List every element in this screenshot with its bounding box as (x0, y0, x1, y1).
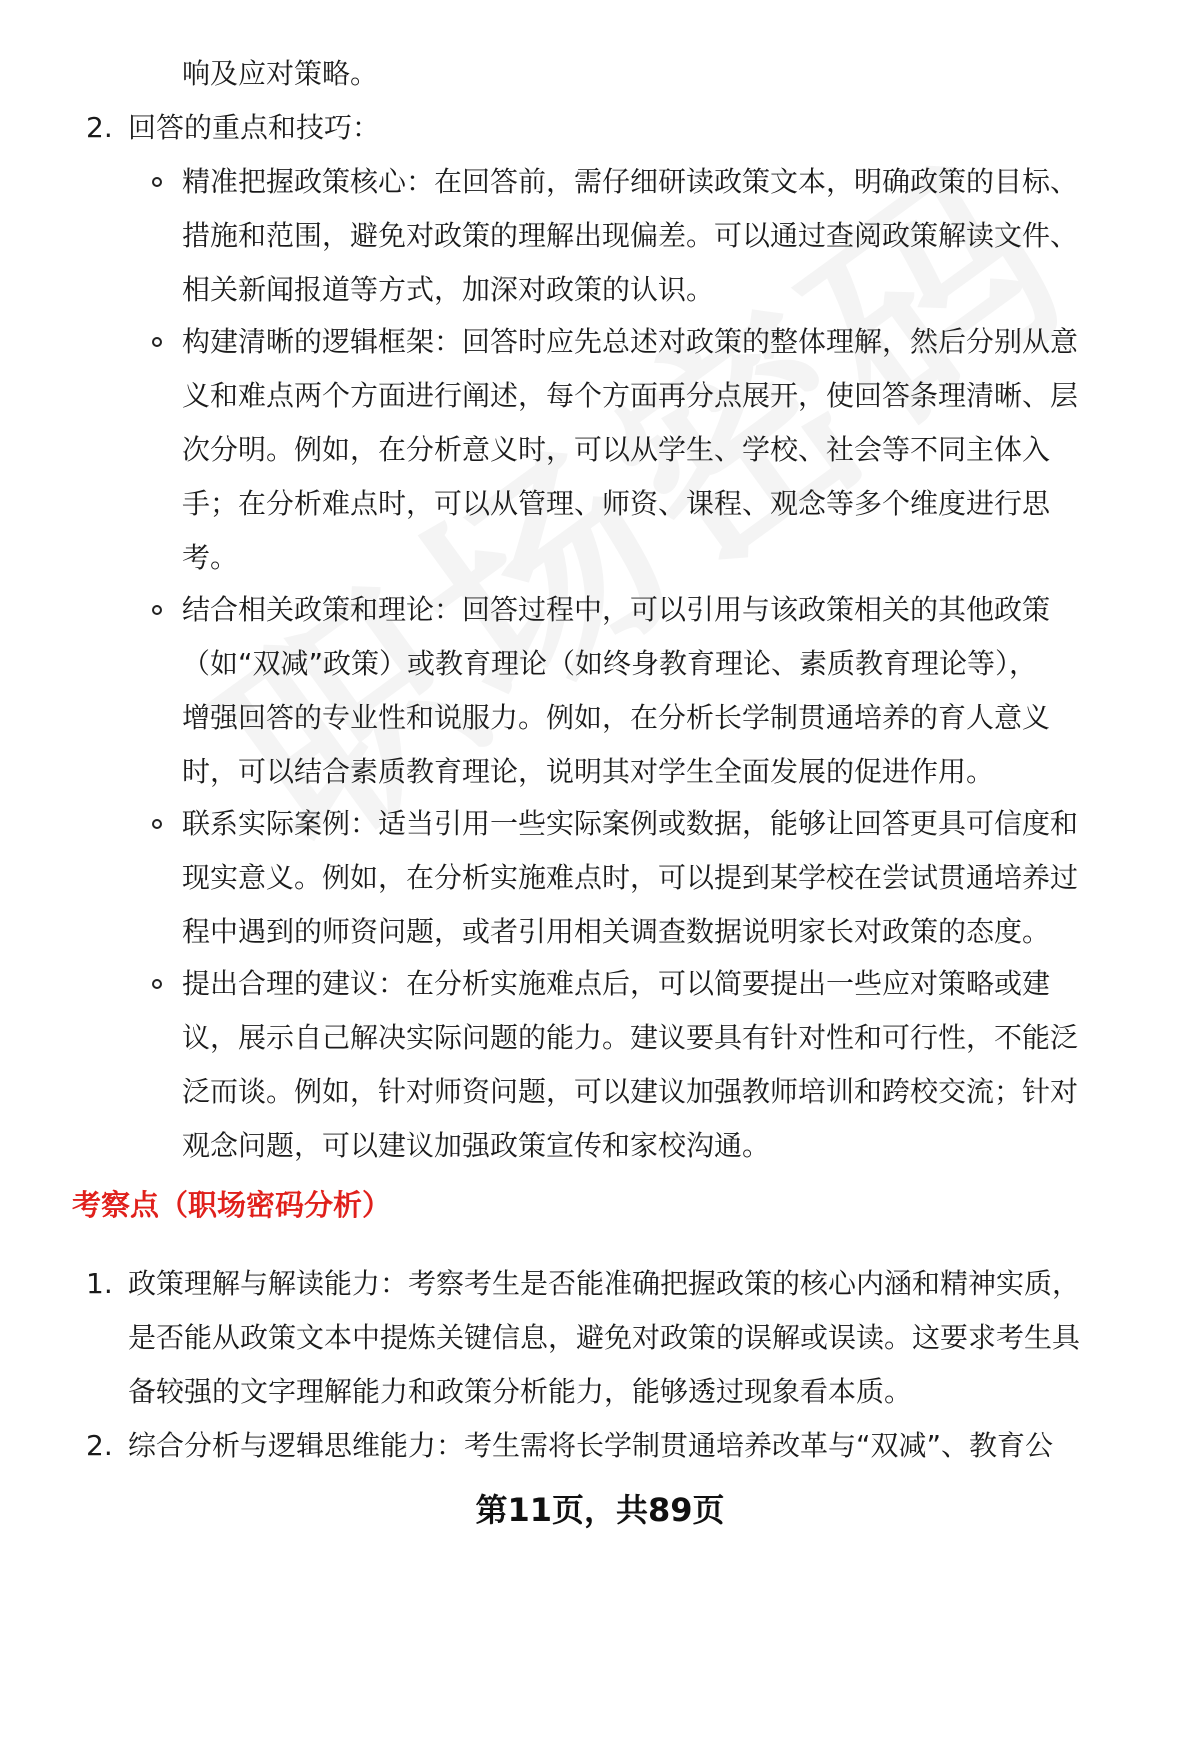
bullet-line: 联系实际案例：适当引用一些实际案例或数据，能够让回答更具可信度和 (182, 807, 1079, 840)
page-number-footer: 第11页，共89页 (475, 1491, 725, 1529)
list-number: 1. (86, 1267, 113, 1300)
bullet-line: 构建清晰的逻辑框架：回答时应先总述对政策的整体理解，然后分别从意 (182, 325, 1079, 358)
exam-point-line: 综合分析与逻辑思维能力：考生需将长学制贯通培养改革与“双减”、教育公 (128, 1429, 1054, 1462)
exam-point-line: 备较强的文字理解能力和政策分析能力，能够透过现象看本质。 (128, 1375, 913, 1408)
section-title: 回答的重点和技巧： (128, 111, 381, 144)
bullet-line: 泛而谈。例如，针对师资问题，可以建议加强教师培训和跨校交流；针对 (182, 1075, 1079, 1108)
bullet-line: 提出合理的建议：在分析实施难点后，可以简要提出一些应对策略或建 (182, 967, 1051, 1000)
bullet-line: 相关新闻报道等方式，加深对政策的认识。 (182, 273, 715, 306)
list-number: 2. (86, 111, 113, 144)
bullet-line: 精准把握政策核心：在回答前，需仔细研读政策文本，明确政策的目标、 (182, 165, 1079, 198)
bullet-line: 次分明。例如，在分析意义时，可以从学生、学校、社会等不同主体入 (182, 433, 1051, 466)
bullet-line: 手；在分析难点时，可以从管理、师资、课程、观念等多个维度进行思 (182, 487, 1051, 520)
bullet-line: 结合相关政策和理论：回答过程中，可以引用与该政策相关的其他政策 (182, 593, 1051, 626)
bullet-line: 观念问题，可以建议加强政策宣传和家校沟通。 (182, 1129, 771, 1162)
bullet-circle-icon (152, 177, 162, 187)
exam-point-line: 是否能从政策文本中提炼关键信息，避免对政策的误解或误读。这要求考生具 (128, 1321, 1081, 1354)
bullet-circle-icon (152, 605, 162, 615)
bullet-line: 程中遇到的师资问题，或者引用相关调查数据说明家长对政策的态度。 (182, 915, 1051, 948)
exam-point-line: 政策理解与解读能力：考察考生是否能准确把握政策的核心内涵和精神实质， (128, 1267, 1081, 1300)
bullet-circle-icon (152, 819, 162, 829)
bullet-line: 考。 (182, 541, 239, 574)
list-number: 2. (86, 1429, 113, 1462)
section-heading: 考察点（职场密码分析） (72, 1188, 392, 1222)
bullet-line: 措施和范围，避免对政策的理解出现偏差。可以通过查阅政策解读文件、 (182, 219, 1079, 252)
bullet-line: 义和难点两个方面进行阐述，每个方面再分点展开，使回答条理清晰、层 (182, 379, 1079, 412)
bullet-circle-icon (152, 337, 162, 347)
bullet-line: 时，可以结合素质教育理论，说明其对学生全面发展的促进作用。 (182, 755, 995, 788)
bullet-line: 增强回答的专业性和说服力。例如，在分析长学制贯通培养的育人意义 (182, 701, 1051, 734)
bullet-line: 议，展示自己解决实际问题的能力。建议要具有针对性和可行性，不能泛 (182, 1021, 1079, 1054)
continuation-line: 响及应对策略。 (182, 57, 379, 90)
bullet-line: （如“双减”政策）或教育理论（如终身教育理论、素质教育理论等）， (182, 647, 1038, 680)
bullet-circle-icon (152, 979, 162, 989)
bullet-line: 现实意义。例如，在分析实施难点时，可以提到某学校在尝试贯通培养过 (182, 861, 1079, 894)
